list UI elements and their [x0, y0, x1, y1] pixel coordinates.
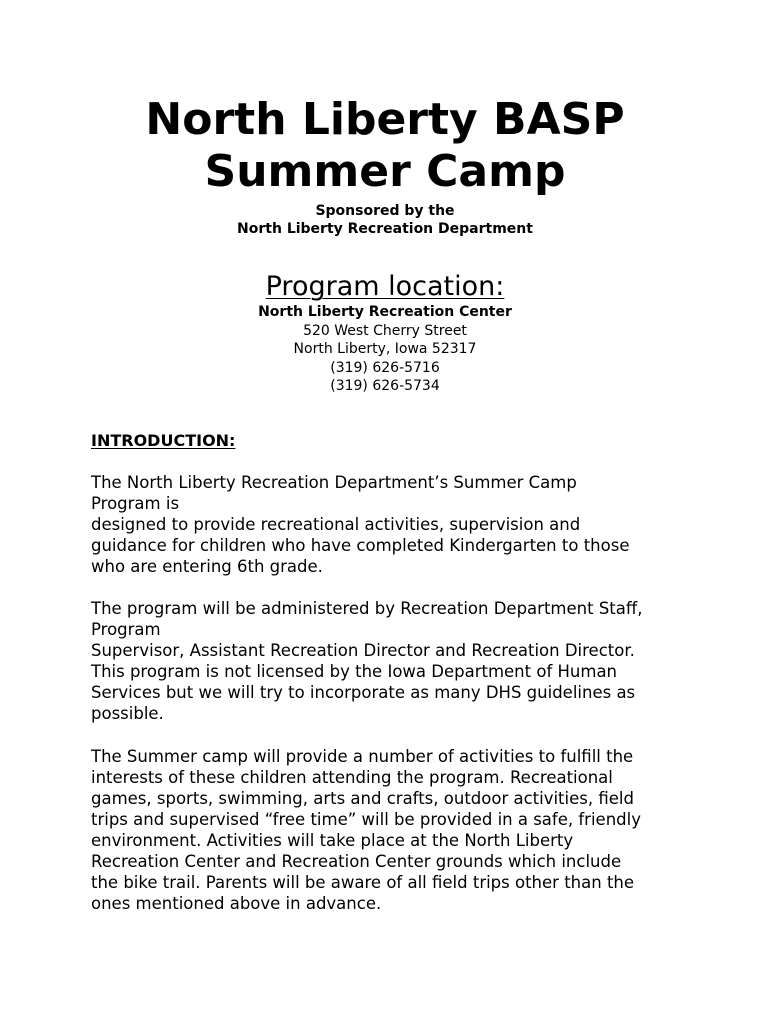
paragraph-line: The North Liberty Recreation Department’s Summer Camp [91, 473, 577, 492]
intro-paragraph-3 [91, 746, 731, 914]
paragraph-line: The Summer camp will provide a number of activities to fulfill the [91, 747, 634, 766]
location-name: North Liberty Recreation Center [258, 304, 512, 320]
paragraph-line: Supervisor, Assistant Recreation Director and Recreation Director. [91, 641, 635, 660]
paragraph-line: games, sports, swimming, arts and crafts, outdoor activities, field [91, 789, 634, 808]
location-address [0, 303, 770, 396]
paragraph-line: This program is not licensed by the Iowa Department of Human [91, 662, 618, 681]
paragraph-line: the bike trail. Parents will be aware of all field trips other than the [91, 873, 635, 892]
paragraph-line: interests of these children attending the program. Recreational [91, 768, 613, 787]
intro-paragraph-1 [91, 472, 731, 577]
location-phone-1: (319) 626-5716 [330, 359, 440, 376]
sponsor-block [0, 202, 770, 238]
paragraph-line: possible. [91, 704, 164, 723]
location-phone-2: (319) 626-5734 [330, 378, 440, 394]
sponsor-line-1: Sponsored by the [315, 203, 455, 219]
paragraph-line: ones mentioned above in advance. [91, 894, 382, 913]
paragraph-line: who are entering 6th grade. [91, 557, 323, 576]
intro-paragraph-2 [91, 598, 731, 724]
program-location-heading: Program location: [265, 271, 505, 302]
paragraph-line: The program will be administered by Recreation Department Staff, [91, 599, 643, 618]
document-title [0, 94, 770, 198]
sponsor-line-2: North Liberty Recreation Department [237, 221, 533, 237]
introduction-heading: INTRODUCTION: [91, 431, 236, 450]
paragraph-line: Program [91, 620, 161, 639]
title-line-2: Summer Camp [204, 146, 566, 197]
paragraph-line: guidance for children who have completed Kindergarten to those [91, 536, 630, 555]
paragraph-line: Services but we will try to incorporate as many DHS guidelines as [91, 683, 636, 702]
paragraph-line: designed to provide recreational activities, supervision and [91, 515, 581, 534]
title-line-1: North Liberty BASP [145, 94, 625, 145]
location-city: North Liberty, Iowa 52317 [293, 341, 477, 357]
paragraph-line: environment. Activities will take place at the North Liberty [91, 831, 574, 850]
paragraph-line: Program is [91, 494, 180, 513]
paragraph-line: Recreation Center and Recreation Center grounds which include [91, 852, 622, 871]
paragraph-line: trips and supervised “free time” will be provided in a safe, friendly [91, 810, 641, 829]
location-street: 520 West Cherry Street [303, 322, 467, 339]
